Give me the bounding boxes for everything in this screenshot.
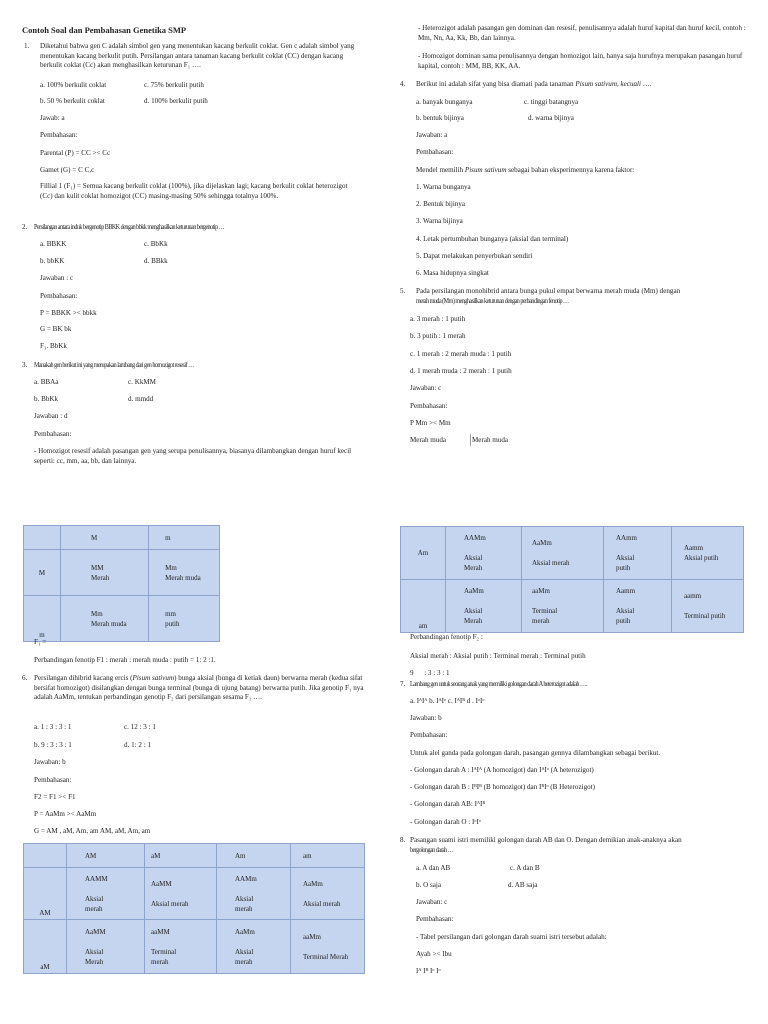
q6-question: Persilangan dihibrid kacang ercis (Pisum sativum) bunga aksial (bunga di ketiak daun) berwarna merah (kedua sifat bersifat homozigot) disilangkan dengan bunga terminal (bunga di ujung batang) berwarna putih. Jika genotip F₁ nya adalah AaMm, tentukan perbandingan genotip F₂ dari persilangan sesama F₁ …. bbox=[34, 674, 364, 702]
q8-question-line2: bergolongan darah … bbox=[410, 846, 454, 854]
q3-explanation: - Homozigot resesif adalah pasangan gen yang serupa penulisannya, biasanya dilambangkan dengan huruf kecil seperti: cc, mm, aa, bb, dan lainnya. bbox=[34, 447, 352, 465]
q4-option-d: d. warna bijinya bbox=[528, 114, 574, 122]
q7-answer: Jawaban: b bbox=[410, 714, 442, 722]
q8-number: 8. bbox=[400, 836, 406, 844]
q8-explanation: - Tabel persilangan dari golongan darah suami istri tersebut adalah: bbox=[416, 933, 607, 941]
q4-answer: Jawaban: a bbox=[416, 131, 448, 139]
q6-discussion-label: Pembahasan: bbox=[34, 776, 72, 784]
q2-discussion-label: Pembahasan: bbox=[40, 292, 78, 300]
q2-filial: F₁. BbKk bbox=[40, 342, 67, 350]
punnett2-cell-AAMM: AAMM Aksial merah bbox=[67, 868, 145, 920]
q3-number: 3. bbox=[22, 361, 28, 369]
q6-option-a: a. 1 : 3 : 3 : 1 bbox=[34, 723, 72, 731]
punnett1-corner bbox=[24, 526, 61, 550]
q6-answer: Jawaban: b bbox=[34, 758, 66, 766]
q6-option-d: d. 1: 2 : 1 bbox=[124, 741, 151, 749]
q4-factor-2: 2. Bentuk bijinya bbox=[416, 200, 466, 208]
punnett2-row-header-aM: aM bbox=[24, 920, 67, 974]
q3-option-b: b. BbKk bbox=[34, 395, 59, 403]
q4-option-c: c. tinggi batangnya bbox=[524, 98, 579, 106]
q6-gamete: G = AM , aM, Am, am AM, aM, Am, am bbox=[34, 827, 151, 835]
q7-blood-type-b: - Golongan darah B : IᴮIᴮ (B homozigot) dan IᴮIᵒ (B Heterozigot) bbox=[410, 783, 596, 791]
q5-number: 5. bbox=[400, 287, 406, 295]
q7-number: 7. bbox=[400, 680, 406, 688]
q1-option-d: d. 100% berkulit putih bbox=[144, 97, 208, 105]
q8-option-b: b. O saja bbox=[416, 881, 442, 889]
q2-parental: P = BBKK >< bbkk bbox=[40, 309, 97, 317]
q7-question: Lambang gen untuk seorang anak yang memiliki golongan darah A heterozigot adalah …. bbox=[410, 680, 587, 688]
q7-discussion-label: Pembahasan: bbox=[410, 731, 448, 739]
q1-filial: Fillial 1 (F₁) = Semua kacang berkulit coklat (100%), jika dijelaskan lagi; kacang berkulit coklat heterozigot (Cc) dan kulit coklat homozigot (CC) masing-masing 50% sehingga totalnya 100%. bbox=[40, 182, 348, 200]
punnett3-phenotype-list: Aksial merah : Aksial putih : Terminal merah : Terminal putih bbox=[410, 652, 586, 660]
q6-number: 6. bbox=[22, 674, 28, 682]
q1-number: 1. bbox=[24, 42, 30, 50]
q8-gamete: Iᴬ Iᴮ Iᵒ Iᵒ bbox=[416, 967, 441, 975]
q8-question-line1: Pasangan suami istri memiliki golongan darah AB dan O. Dengan demikian anak-anaknya akan bbox=[410, 836, 682, 844]
q1-option-b: b. 50 % berkulit coklat bbox=[40, 97, 105, 105]
punnett2-cell-AaMm-bottom: AaMm Aksial merah bbox=[217, 920, 291, 974]
punnett2-col-header-Am: Am bbox=[217, 844, 291, 868]
punnett3-cell-AaMm-top: AaMm Aksial merah bbox=[522, 527, 604, 580]
punnett3-cell-Aamm-top: Aamm Aksial putih bbox=[672, 527, 744, 580]
punnett3-cell-Aamm-bottom: Aamm Aksial putih bbox=[604, 580, 672, 633]
q8-option-c: c. A dan B bbox=[510, 864, 540, 872]
punnett3-cell-AAmm: AAmm Aksial putih bbox=[604, 527, 672, 580]
q2-number: 2. bbox=[22, 223, 28, 231]
q8-parental: Ayah >< Ibu bbox=[416, 950, 452, 958]
q1-question: Diketahui bahwa gen C adalah simbol gen yang menentukan kacang berkulit coklat. Gen c adalah simbol yang menentukan kacang berkulit putih. Persilangan antara tanaman kacang berkulit coklat (CC) dengan kacang berkulit coklat (Cc) akan menghasilkan keturunan F₁ …. bbox=[40, 42, 355, 70]
q5-question-line2: merah muda (Mm) menghasilkan keturunan dengan perbandingan fenotip … bbox=[416, 297, 569, 305]
q2-option-d: d. BBkk bbox=[144, 257, 168, 265]
punnett1-row-header-M: M bbox=[24, 550, 61, 596]
punnett3-cell-aaMm: aaMm Terminal merah bbox=[522, 580, 604, 633]
q7-blood-type-o: - Golongan darah O : IᵒIᵒ bbox=[410, 818, 481, 826]
punnett3-cell-AAMm: AAMm Aksial Merah bbox=[446, 527, 522, 580]
q4-factor-4: 4. Letak pertumbuhan bunganya (aksial dan terminal) bbox=[416, 235, 569, 243]
q4-explanation: Mendel memilih Pisum sativum sebagai bahan eksperimennya karena faktor: bbox=[416, 166, 635, 174]
punnett2-cell-AaMM-top: AaMM Aksial merah bbox=[145, 868, 217, 920]
q4-factor-5: 5. Dapat melakukan penyerbukan sendiri bbox=[416, 252, 533, 260]
q3-option-a: a. BBAa bbox=[34, 378, 59, 386]
q5-discussion-label: Pembahasan: bbox=[410, 402, 448, 410]
q5-option-d: d. 1 merah muda : 2 merah : 1 putih bbox=[410, 367, 512, 375]
punnett1-cell-Mm-bottom: Mm Merah muda bbox=[61, 596, 149, 642]
punnett2-col-header-aM: aM bbox=[145, 844, 217, 868]
q5-answer: Jawaban: c bbox=[410, 384, 442, 392]
punnett3-cell-aamm: aamm Terminal putih bbox=[672, 580, 744, 633]
q4-factor-6: 6. Masa hidupnya singkat bbox=[416, 269, 489, 277]
q1-discussion-label: Pembahasan: bbox=[40, 131, 78, 139]
q2-option-b: b. bbKK bbox=[40, 257, 65, 265]
q3-option-c: c. KkMM bbox=[128, 378, 156, 386]
punnett2-row-header-AM: AM bbox=[24, 868, 67, 920]
q2-answer: Jawaban : c bbox=[40, 274, 74, 282]
q7-blood-type-a: - Golongan darah A : IᴬIᴬ (A homozigot) dan IᴬIᵒ (A heterozigot) bbox=[410, 766, 594, 774]
q1-gamete: Gamet (G) = C C,c bbox=[40, 166, 95, 174]
q6-option-b: b. 9 : 3 : 3 : 1 bbox=[34, 741, 72, 749]
punnett2-cell-AAMm-top: AAMm Aksial merah bbox=[217, 868, 291, 920]
punnett2-col-header-AM: AM bbox=[67, 844, 145, 868]
punnett1-ratio: Perbandingan fenotip F1 : merah : merah muda : putih = 1: 2 :1. bbox=[34, 656, 216, 664]
q7-blood-type-ab: - Golongan darah AB: IᴬIᴮ bbox=[410, 800, 486, 808]
q7-options: a. IᴬIᴬ b. IᴬIᵒ c. IᴬIᴮ d . IᵒIᵒ bbox=[410, 697, 485, 705]
q7-explanation: Untuk alel ganda pada golongan darah, pasangan gennya dilambangkan sebagai berikut. bbox=[410, 749, 661, 757]
punnett1-col-header-m: m bbox=[149, 526, 220, 550]
punnett1-cell-MM: MM Merah bbox=[61, 550, 149, 596]
punnett3-ratio-label: Perbandingan fenotip F₂ : bbox=[410, 633, 483, 641]
q3-answer: Jawaban : d bbox=[34, 412, 68, 420]
punnett3-phenotype-ratio: 9 : 3 : 3 : 1 bbox=[410, 669, 450, 677]
q4-option-a: a. banyak bunganya bbox=[416, 98, 473, 106]
heterozygous-note: - Heterozigot adalah pasangan gen dominan dan resesif, penulisannya adalah huruf kapital dan huruf kecil, contoh : Mm, Nn, Aa, Kk, Bb, dan lainnya. bbox=[418, 24, 746, 42]
q5-question-line1: Pada persilangan monohibrid antara bunga pukul empat berwarna merah muda (Mm) dengan bbox=[416, 287, 681, 295]
punnett1-col-header-M: M bbox=[61, 526, 149, 550]
page-title: Contoh Soal dan Pembahasan Genetika SMP bbox=[22, 25, 187, 35]
punnett2-corner bbox=[24, 844, 67, 868]
q5-parental: P Mm >< Mm bbox=[410, 419, 451, 427]
q5-option-b: b. 3 putih : 1 merah bbox=[410, 332, 466, 340]
q4-factor-1: 1. Warna bunganya bbox=[416, 183, 471, 191]
q8-option-a: a. A dan AB bbox=[416, 864, 451, 872]
q3-question: Manakah gen berikut ini yang merupakan lambang dari gen homozigot resesif … bbox=[34, 361, 194, 369]
q8-discussion-label: Pembahasan: bbox=[416, 915, 454, 923]
q5-gamete-2: Merah muda bbox=[472, 436, 509, 444]
q6-option-c: c. 12 : 3 : 1 bbox=[124, 723, 156, 731]
q1-option-c: c. 75% berkulit putih bbox=[144, 81, 204, 89]
punnett-square-monohybrid bbox=[23, 525, 220, 642]
punnett1-cell-Mm-top: Mm Merah muda bbox=[149, 550, 220, 596]
q4-discussion-label: Pembahasan: bbox=[416, 148, 454, 156]
punnett1-f1-label: F₁ = bbox=[34, 638, 47, 646]
q6-f2: F2 = F1 >< F1 bbox=[34, 793, 76, 801]
punnett1-cell-mm: mm putih bbox=[149, 596, 220, 642]
homozygous-note: - Homozigot dominan sama penulisannya dengan homozigot lain, hanya saja hurufnya merupakan pasangan huruf kapital, contoh : MM, BB, KK, AA. bbox=[418, 52, 743, 70]
q5-option-c: c. 1 merah : 2 merah muda : 1 putih bbox=[410, 350, 512, 358]
punnett-square-dihybrid-part2 bbox=[400, 526, 744, 633]
punnett2-col-header-am: am bbox=[291, 844, 365, 868]
punnett1-row-header-m: m bbox=[24, 596, 61, 642]
punnett2-cell-AaMM-bottom: AaMM Aksial Merah bbox=[67, 920, 145, 974]
q4-number: 4. bbox=[400, 80, 406, 88]
q2-gamete: G = BK bk bbox=[40, 325, 72, 333]
q4-factor-3: 3. Warna bijinya bbox=[416, 217, 463, 225]
q3-option-d: d. mmdd bbox=[128, 395, 154, 403]
punnett-square-dihybrid-part1 bbox=[23, 843, 365, 974]
punnett2-cell-AaMm-top: AaMm Aksial merah bbox=[291, 868, 365, 920]
q5-gamete-1: Merah muda bbox=[410, 436, 447, 444]
q8-option-d: d. AB saja bbox=[508, 881, 538, 889]
q5-option-a: a. 3 merah : 1 putih bbox=[410, 315, 466, 323]
q4-option-b: b. bentuk bijinya bbox=[416, 114, 464, 122]
q3-discussion-label: Pembahasan: bbox=[34, 430, 72, 438]
q2-option-c: c. BbKk bbox=[144, 240, 168, 248]
q1-answer: Jawab: a bbox=[40, 114, 65, 122]
q4-question: Berikut ini adalah sifat yang bisa diamati pada tanaman Pisum sativum, kecuali …. bbox=[416, 80, 652, 88]
punnett2-cell-aaMm: aaMm Terminal Merah bbox=[291, 920, 365, 974]
punnett3-row-header-Am: Am bbox=[401, 527, 446, 580]
punnett2-cell-aaMM: aaMM Terminal merah bbox=[145, 920, 217, 974]
q8-answer: Jawaban: c bbox=[416, 898, 448, 906]
q2-option-a: a. BBKK bbox=[40, 240, 67, 248]
q6-parental: P = AaMm >< AaMm bbox=[34, 810, 97, 818]
q1-parental: Parental (P) = CC >< Cc bbox=[40, 149, 111, 157]
punnett3-cell-AaMm-bottom: AaMm Aksial Merah bbox=[446, 580, 522, 633]
q2-question: Persilangan antara induk bergenotip BBKK dengan bbkk menghasilkan keturunan bergenotip … bbox=[34, 223, 225, 231]
q1-option-a: a. 100% berkulit coklat bbox=[40, 81, 107, 89]
punnett3-row-header-am: am bbox=[401, 580, 446, 633]
